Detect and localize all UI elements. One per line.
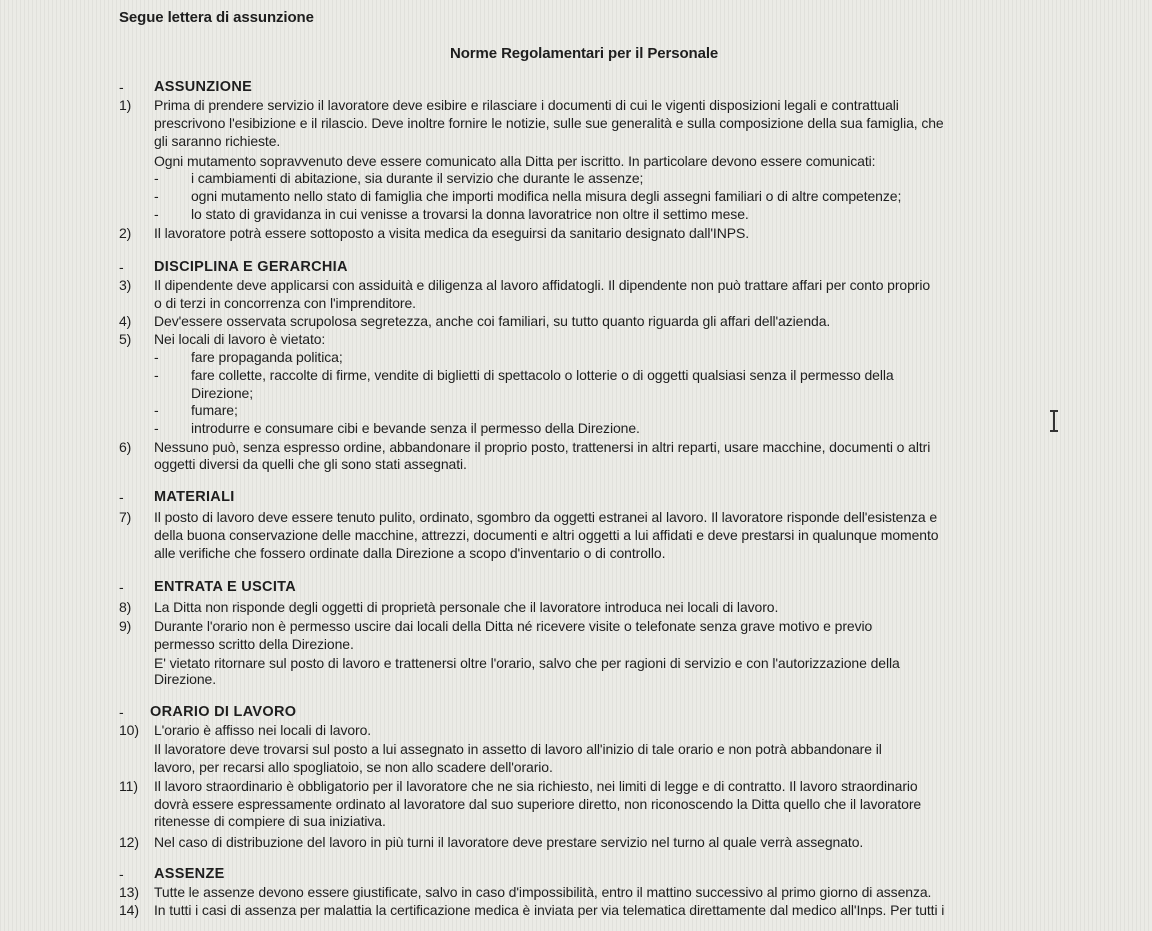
paragraph-text: prescrivono l'esibizione e il rilascio. Deve inoltre fornire le notizie, sulle sue generalità e sulla composizione della sua famiglia, che bbox=[154, 115, 944, 131]
paragraph-text: In tutti i casi di assenza per malattia la certificazione medica è inviata per via telematica direttamente dal medico all'Inps. Per tutti i bbox=[154, 902, 945, 918]
paragraph-text: Tutte le assenze devono essere giustificate, salvo in caso d'impossibilità, entro il mattino successivo al primo giorno di assenza. bbox=[154, 884, 932, 900]
paragraph-text: Nel caso di distribuzione del lavoro in più turni il lavoratore deve prestare servizio nel turno al quale verrà assegnato. bbox=[154, 834, 864, 850]
item-number: 11) bbox=[119, 778, 138, 794]
paragraph-text: Durante l'orario non è permesso uscire dai locali della Ditta né ricevere visite o telefonate senza grave motivo e previo bbox=[154, 618, 873, 634]
paragraph-text: o di terzi in concorrenza con l'imprenditore. bbox=[154, 295, 416, 311]
section-heading: ASSUNZIONE bbox=[154, 79, 253, 95]
paragraph-text: permesso scritto della Direzione. bbox=[154, 636, 354, 652]
paragraph-text: ritenesse di compiere di sua iniziativa. bbox=[154, 813, 386, 829]
item-number: 12) bbox=[119, 834, 139, 850]
paragraph-text: Il posto di lavoro deve essere tenuto pulito, ordinato, sgombro da oggetti estranei al lavoro. Il lavoratore risponde dell'esistenza e bbox=[154, 509, 938, 525]
text-cursor-icon bbox=[1050, 409, 1058, 433]
dash-marker: - bbox=[119, 489, 124, 505]
paragraph-text: La Ditta non risponde degli oggetti di proprietà personale che il lavoratore introduca nei locali di lavoro. bbox=[154, 599, 779, 615]
dash-marker: - bbox=[154, 170, 159, 186]
paragraph-text: fare propaganda politica; bbox=[191, 349, 343, 365]
section-heading: MATERIALI bbox=[154, 489, 235, 505]
dash-marker: - bbox=[154, 420, 159, 436]
paragraph-text: dovrà essere espressamente ordinato al lavoratore dal suo superiore diretto, non riconoscendo la Ditta quello che il lavoratore bbox=[154, 796, 922, 812]
paragraph-text: Prima di prendere servizio il lavoratore deve esibire e rilasciare i documenti di cui le vigenti disposizioni legali e contrattuali bbox=[154, 97, 899, 113]
paragraph-text: Dev'essere osservata scrupolosa segretezza, anche coi familiari, su tutto quanto riguarda gli affari dell'azienda. bbox=[154, 313, 831, 329]
paragraph-text: Il lavoratore deve trovarsi sul posto a lui assegnato in assetto di lavoro all'inizio di tale orario e non potrà abbandonare il bbox=[154, 741, 882, 757]
paragraph-text: Direzione. bbox=[154, 671, 217, 687]
paragraph-text: Il lavoro straordinario è obbligatorio per il lavoratore che ne sia richiesto, nei limiti di legge e di contratto. Il lavoro straordinario bbox=[154, 778, 918, 794]
section-heading: ENTRATA E USCITA bbox=[154, 579, 297, 595]
item-number: 8) bbox=[119, 599, 132, 615]
section-heading: DISCIPLINA E GERARCHIA bbox=[154, 259, 348, 275]
dash-marker: - bbox=[119, 259, 124, 275]
item-number: 7) bbox=[119, 509, 132, 525]
document-title: Norme Regolamentari per il Personale bbox=[450, 45, 719, 62]
item-number: 3) bbox=[119, 277, 132, 293]
top-label: Segue lettera di assunzione bbox=[119, 9, 314, 26]
paragraph-text: Direzione; bbox=[191, 385, 254, 401]
dash-marker: - bbox=[119, 704, 124, 720]
item-number: 4) bbox=[119, 313, 132, 329]
paragraph-text: alle verifiche che fossero ordinate dalla Direzione a scopo d'inventario o di controllo. bbox=[154, 545, 666, 561]
dash-marker: - bbox=[119, 579, 124, 595]
dash-marker: - bbox=[154, 206, 159, 222]
dash-marker: - bbox=[154, 349, 159, 365]
dash-marker: - bbox=[119, 866, 124, 882]
item-number: 2) bbox=[119, 225, 132, 241]
dash-marker: - bbox=[154, 188, 159, 204]
item-number: 5) bbox=[119, 331, 132, 347]
paragraph-text: Ogni mutamento sopravvenuto deve essere comunicato alla Ditta per iscritto. In particolare devono essere comunicati: bbox=[154, 153, 876, 169]
paragraph-text: Il lavoratore potrà essere sottoposto a visita medica da eseguirsi da sanitario designato dall'INPS. bbox=[154, 225, 750, 241]
section-heading: ORARIO DI LAVORO bbox=[150, 704, 297, 720]
paragraph-text: i cambiamenti di abitazione, sia durante il servizio che durante le assenze; bbox=[191, 170, 644, 186]
item-number: 9) bbox=[119, 618, 132, 634]
paragraph-text: Nessuno può, senza espresso ordine, abbandonare il proprio posto, trattenersi in altri reparti, usare macchine, documenti o altri bbox=[154, 439, 931, 455]
item-number: 1) bbox=[119, 97, 132, 113]
paragraph-text: L'orario è affisso nei locali di lavoro. bbox=[154, 722, 372, 738]
dash-marker: - bbox=[119, 79, 124, 95]
paragraph-text: lavoro, per recarsi allo spogliatoio, se non allo scadere dell'orario. bbox=[154, 759, 553, 775]
paragraph-text: oggetti diversi da quelli che gli sono stati assegnati. bbox=[154, 456, 467, 472]
paragraph-text: gli saranno richieste. bbox=[154, 133, 281, 149]
paragraph-text: fare collette, raccolte di firme, vendite di biglietti di spettacolo o lotterie o di oggetti qualsiasi senza il permesso della bbox=[191, 367, 894, 383]
section-heading: ASSENZE bbox=[154, 866, 225, 882]
paragraph-text: ogni mutamento nello stato di famiglia che importi modifica nella misura degli assegni familiari o di altre competenze; bbox=[191, 188, 902, 204]
paragraph-text: lo stato di gravidanza in cui venisse a trovarsi la donna lavoratrice non oltre il settimo mese. bbox=[191, 206, 749, 222]
paragraph-text: E' vietato ritornare sul posto di lavoro e trattenersi oltre l'orario, salvo che per ragioni di servizio e con l'autorizzazione della bbox=[154, 655, 900, 671]
dash-marker: - bbox=[154, 402, 159, 418]
paragraph-text: Il dipendente deve applicarsi con assiduità e diligenza al lavoro affidatogli. Il dipendente non può trattare affari per conto proprio bbox=[154, 277, 931, 293]
item-number: 13) bbox=[119, 884, 139, 900]
dash-marker: - bbox=[154, 367, 159, 383]
paragraph-text: Nei locali di lavoro è vietato: bbox=[154, 331, 326, 347]
item-number: 10) bbox=[119, 722, 139, 738]
item-number: 14) bbox=[119, 902, 139, 918]
paragraph-text: della buona conservazione delle macchine, attrezzi, documenti e altri oggetti a lui affidati e deve prestarsi in qualunque momento bbox=[154, 527, 939, 543]
item-number: 6) bbox=[119, 439, 132, 455]
paragraph-text: fumare; bbox=[191, 402, 238, 418]
paragraph-text: introdurre e consumare cibi e bevande senza il permesso della Direzione. bbox=[191, 420, 640, 436]
